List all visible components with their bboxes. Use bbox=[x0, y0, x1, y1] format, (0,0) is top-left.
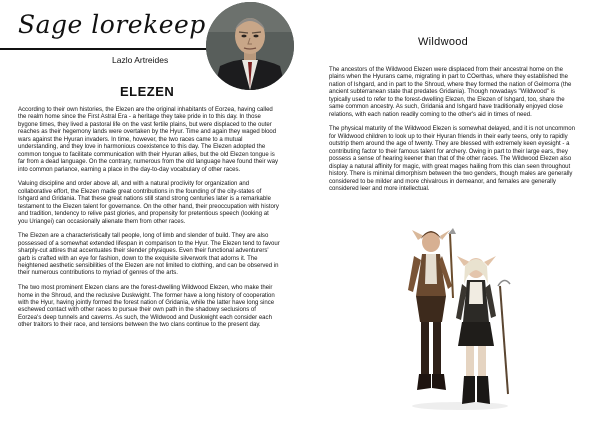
elezen-text-column bbox=[18, 107, 280, 337]
paragraph: The physical maturity of the Wildwood Elezen is somewhat delayed, and it is not uncommon for Wildwood children to look up to their Hyuran friends in their early teens, only to rapidly outstrip them around the age of twenty. They are blessed with extremely keen eyesight - a contributing factor to their famous talent for archery. Owing in part to their large ears, they possess a sense of hearing keener than that of the other races. The Wildwood Elezen also display a natural affinity for magic, with great mages hailing from this clan seen throughout history. There is minimal dimorphism between the two genders, though males are generally considered to be milder and more chivalrous in demeanor, and females are generally considered leer and more intellectual. bbox=[329, 126, 576, 192]
paragraph: Valuing discipline and order above all, and with a natural proclivity for organization and collaborative effort, the Elezen made great contributions in the founding of the city-states of Ishgard and Gridania. That these great nations still stand strong centuries later is a remarkable testament to the Elezen talent for governance. On the other hand, their preoccupation with history and tradition, tendency to relive past glories, and propensity for pretentious speech (looking at you Uriangei) can occasionally alienate them from other races. bbox=[18, 181, 279, 225]
title-underline bbox=[0, 48, 222, 50]
section-heading-wildwood: Wildwood bbox=[418, 36, 469, 48]
author-byline: Lazlo Artreides bbox=[112, 55, 169, 65]
paragraph: The ancestors of the Wildwood Elezen were displaced from their ancestral home on the plains when the Hyurans came, migrating in part to COerthas, where they established the nation of Ishgard, and in part to the Shroud, where they formed the nation of Gelmorra (the ancient subterranean state that predates Gridania). Though nowadays "Wildwood" is typically used to refer to the forest-dwelling Elezen, the Elezen of Ishgard, too, share the same common ancestry. As such, Gridania and Ishgard have traditionally enjoyed close relations, with each nation readily coming to the other's aid in times of need. bbox=[329, 67, 572, 118]
paragraph: According to their own histories, the Elezen are the original inhabitants of Eorzea, having called the realm home since the First Astral Era - a heritage they take pride in to this day. In those bygone times, they lived a pastoral life on the vast fertile plains, but were displaced to the outer reaches as their hegemony lands were overtaken by the Hyur. Time and again they waged blood wars against the Hyuran invaders. In time, however, the two races came to a mutual understanding, and they love in harmonious coexistence to this day. The Elezen adopted the common tongue to facilitate communication with their Hyuran allies, but the old Elezen tongue is far from a dead language. On the contrary, numerous from the old language have found their way into common parlance, earning a place in the day-to-day vocabulary of other races. bbox=[18, 107, 279, 173]
section-heading-elezen: ELEZEN bbox=[120, 84, 175, 99]
author-portrait bbox=[206, 2, 294, 90]
male-elezen-figure bbox=[408, 228, 456, 390]
portrait-illustration bbox=[206, 2, 294, 90]
elezen-characters-illustration bbox=[404, 226, 516, 410]
page-title: Sage lorekeep bbox=[18, 10, 206, 39]
female-elezen-figure bbox=[456, 256, 510, 404]
paragraph: The Elezen are a characteristically tall people, long of limb and slender of build. They are also possessed of a somewhat extended lifespan in comparison to the Hyur. The Elezen tend to favour sharply-cut attires that accentuates their slender physiques. Even their functional adventurers' garb is crafted with an eye for fashion, down to the exquisite silverwork that adorns it. The heightened aesthetic sensibilities of the Elezen are not limited to clothing, and can be observed in their numerous contributions to myriad of genres of the arts. bbox=[18, 233, 280, 277]
paragraph: The two most prominent Elezen clans are the forest-dwelling Wildwood Elezen, who make their home in the Shroud, and the reclusive Duskwight. The former have a long history of cooperation with the Hyur, having jointly formed the forest nation of Gridania, while the latter have long since eschewed contact with other races to pursue their own path in the shadowy seclusions of Eorzea's deep tunnels and caverns. As such, the Wildwood and Duskwight each consider each other traitors to their race, and tensions between the two clans continue to the present day. bbox=[18, 285, 275, 329]
wildwood-text-column bbox=[329, 67, 577, 201]
